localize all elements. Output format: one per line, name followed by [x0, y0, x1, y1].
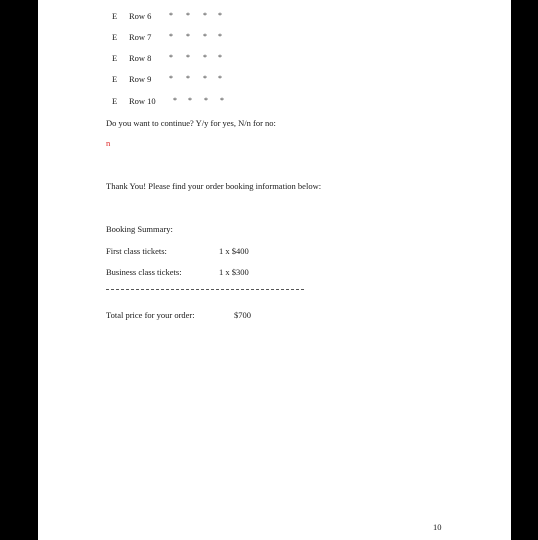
summary-divider [106, 289, 304, 290]
seat-marker: * [169, 74, 173, 83]
seat-class: E [112, 53, 118, 63]
thanks-message: Thank You! Please find your order booking information below: [106, 181, 322, 191]
seat-marker: * [218, 11, 222, 20]
continue-prompt: Do you want to continue? Y/y for yes, N/n for no: [106, 118, 276, 128]
seat-marker: * [218, 74, 222, 83]
seat-marker: * [188, 96, 192, 105]
seat-marker: * [186, 74, 190, 83]
seat-marker: * [220, 96, 224, 105]
row-label: Row 7 [129, 32, 152, 42]
first-class-value: 1 x $400 [219, 246, 249, 256]
seat-marker: * [186, 53, 190, 62]
seat-marker: * [203, 74, 207, 83]
row-label: Row 10 [129, 96, 156, 106]
total-label: Total price for your order: [106, 310, 195, 320]
seat-marker: * [203, 11, 207, 20]
seat-class: E [112, 11, 118, 21]
seat-marker: * [173, 96, 177, 105]
seat-marker: * [169, 11, 173, 20]
user-answer: n [106, 138, 111, 148]
seat-marker: * [186, 32, 190, 41]
seat-marker: * [203, 53, 207, 62]
document-page [38, 0, 511, 540]
seat-marker: * [169, 53, 173, 62]
seat-marker: * [169, 32, 173, 41]
row-label: Row 6 [129, 11, 152, 21]
seat-class: E [112, 74, 118, 84]
page-number: 10 [433, 522, 442, 532]
row-label: Row 8 [129, 53, 152, 63]
seat-class: E [112, 96, 118, 106]
seat-marker: * [186, 11, 190, 20]
seat-marker: * [204, 96, 208, 105]
seat-marker: * [203, 32, 207, 41]
seat-marker: * [218, 32, 222, 41]
seat-class: E [112, 32, 118, 42]
booking-summary-title: Booking Summary: [106, 224, 173, 234]
first-class-label: First class tickets: [106, 246, 167, 256]
business-class-label: Business class tickets: [106, 267, 182, 277]
total-value: $700 [234, 310, 251, 320]
business-class-value: 1 x $300 [219, 267, 249, 277]
seat-marker: * [218, 53, 222, 62]
row-label: Row 9 [129, 74, 152, 84]
